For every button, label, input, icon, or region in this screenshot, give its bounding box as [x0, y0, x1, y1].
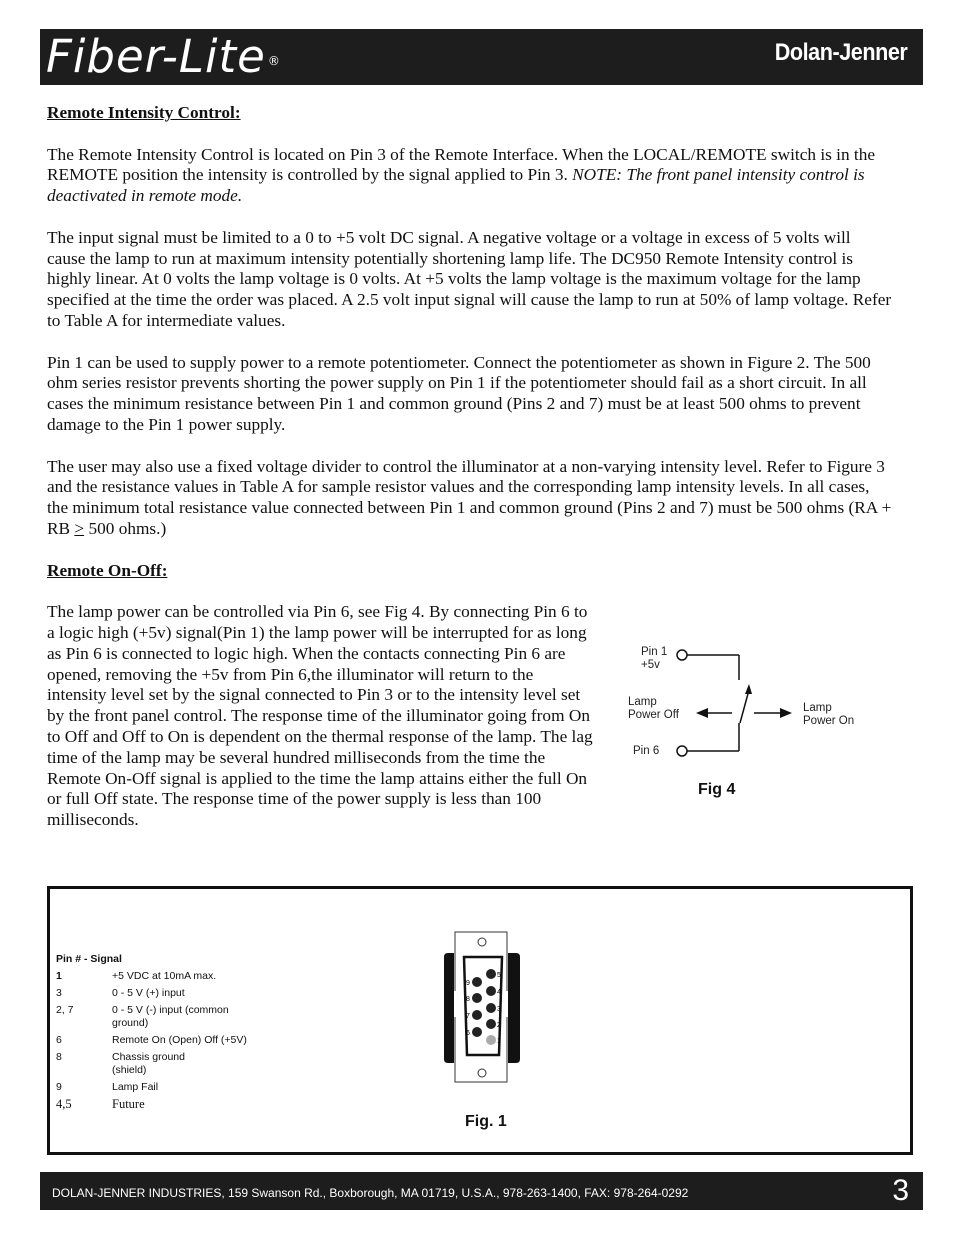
table-row: 6 Remote On (Open) Off (+5V)	[56, 1034, 247, 1046]
svg-text:8: 8	[466, 996, 470, 1003]
svg-text:2: 2	[497, 1022, 501, 1029]
company-address: DOLAN-JENNER INDUSTRIES, 159 Swanson Rd., Boxborough, MA 01719, U.S.A., 978-263-1400, FAX: 978-264-0292	[52, 1186, 689, 1200]
pin-table-title: Pin # - Signal	[56, 953, 122, 965]
brand-name: Fiber-Lite	[46, 30, 266, 83]
company-name: Dolan-Jenner	[774, 39, 907, 66]
paragraph-potentiometer: Pin 1 can be used to supply power to a remote potentiometer. Connect the potentiometer as shown in Figure 2. The 500 ohm series resistor prevents shorting the power supply on Pin 1 if the potentiometer should fail as a short circuit. In all cases the minimum resistance between Pin 1 and common ground (Pins 2 and 7) must be at least 500 ohms to prevent damage to the Pin 1 power supply.	[47, 352, 871, 434]
lamp-power-on-label: Lamp Power On	[803, 702, 855, 727]
paragraph-voltage-divider	[47, 457, 892, 540]
lamp-power-off-label: Lamp Power Off	[628, 696, 679, 721]
p1-main-text: The Remote Intensity Control is located on Pin 3 of the Remote Interface. When the LOCAL/REMOTE switch is in the REMOTE position the intensity is controlled by the signal applied to Pin 3.	[47, 144, 876, 185]
svg-text:5: 5	[497, 972, 501, 979]
paragraph-input-signal: The input signal must be limited to a 0 to +5 volt DC signal. A negative voltage or a voltage in excess of 5 volts will cause the lamp to run at maximum intensity potentially shortening lamp life. The DC950 Remote Intensity control is highly linear. At 0 volts the lamp voltage is 0 volts. At +5 volts the lamp voltage is the maximum voltage for the lamp specified at the time the order was placed. A 2.5 volt input signal will cause the lamp to run at 50% of lamp voltage. Refer to Table A for intermediate values.	[47, 227, 892, 330]
switch-contact	[740, 690, 749, 723]
paragraph-remote-onoff: The lamp power can be controlled via Pin 6, see Fig 4. By connecting Pin 6 to a logic high (+5v) signal(Pin 1) the lamp power will be interrupted for as long as Pin 6 is connected to logic high. When the contacts connecting Pin 6 are opened, removing the +5v from Pin 6,the illuminator will return to the intensity level set by the signal connected to Pin 3 or to the intensity level set by the front panel control. The response time of the illuminator going from On to Off and Off to On is dependent on the thermal response of the lamp. The lag time of the lamp may be several hundred milliseconds from the time the Remote On-Off signal is applied to the time the lamp attains either the full On or full Off state. The response time of the power supply is less than 100 milliseconds.	[47, 602, 593, 830]
registered-mark: ®	[267, 54, 281, 68]
svg-text:6: 6	[466, 1030, 470, 1037]
remote-interface-box	[47, 886, 913, 1155]
page-header	[40, 29, 923, 85]
remote-onoff-heading: Remote On-Off:	[47, 560, 168, 580]
p4-end-text: 500 ohms.)	[84, 518, 167, 538]
table-row: 4,5 Future	[56, 1097, 145, 1111]
paragraph-remote-intensity	[47, 145, 892, 207]
remote-intensity-heading: Remote Intensity Control:	[47, 103, 241, 122]
svg-text:3: 3	[497, 1006, 501, 1013]
db9-connector-svg	[442, 931, 522, 1083]
brand-logo	[46, 31, 279, 83]
pin1-label: Pin 1 +5v	[641, 646, 668, 671]
figure-4-caption: Fig 4	[698, 781, 736, 798]
svg-text:9: 9	[466, 980, 470, 987]
greater-equal-sign: >	[74, 518, 85, 538]
table-row: 3 0 - 5 V (+) input	[56, 987, 185, 999]
page-footer	[40, 1172, 923, 1210]
svg-text:1: 1	[497, 1038, 501, 1045]
figure-4-diagram	[620, 640, 870, 810]
figure-1-caption: Fig. 1	[465, 1113, 507, 1130]
pin6-label: Pin 6	[633, 745, 660, 757]
table-row: 9 Lamp Fail	[56, 1081, 159, 1093]
pin-signal-table	[56, 953, 252, 1115]
page-number: 3	[892, 1174, 909, 1207]
svg-text:4: 4	[497, 989, 501, 996]
table-row: 1 +5 VDC at 10mA max.	[56, 970, 217, 982]
svg-text:7: 7	[466, 1013, 470, 1020]
table-row: 8 Chassis ground (shield)	[56, 1051, 185, 1076]
pin1-terminal	[677, 650, 687, 660]
db9-connector-diagram	[442, 931, 522, 1083]
p4-main-text: The user may also use a fixed voltage divider to control the illuminator at a non-varying intensity level. Refer to Figure 3 and the resistance values in Table A for sample resistor values and the corresponding lamp intensity levels. In all cases, the minimum total resistance value connected between Pin 1 and common ground (Pins 2 and 7) must be 500 ohms (RA + RB	[47, 456, 892, 538]
p1-note: NOTE: The front panel intensity control is deactivated in remote mode.	[47, 165, 865, 206]
table-row: 2, 7 0 - 5 V (-) input (common ground)	[56, 1004, 229, 1029]
pin6-terminal	[677, 746, 687, 756]
